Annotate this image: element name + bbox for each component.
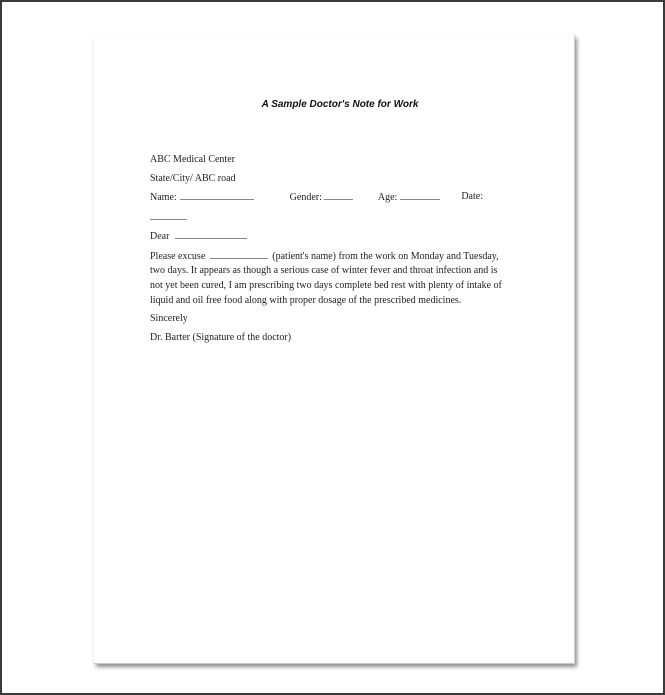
document-page [94, 35, 575, 664]
gender-field [290, 190, 378, 206]
document-title: A Sample Doctor's Note for Work [261, 99, 419, 110]
age-label: Age: [377, 192, 398, 203]
date-blank [150, 210, 187, 220]
patient-name-blank [210, 249, 268, 259]
note-paragraph [150, 249, 512, 309]
para-line2: two days. It appears as though a serious case of winter fever and throat infection and is [150, 265, 498, 277]
date-label: Date: [461, 191, 483, 202]
name-field [150, 190, 290, 206]
salutation-row [150, 229, 512, 245]
clinic-name: ABC Medical Center [150, 154, 235, 165]
name-blank [180, 190, 254, 200]
para-intro: Please excuse [150, 250, 206, 262]
clinic-address: State/City/ ABC road [150, 172, 236, 184]
gender-label: Gender: [289, 192, 322, 203]
para-line1-rest: (patient's name) from the work on Monday and Tuesday, [272, 250, 499, 262]
date-blank-row [150, 210, 512, 226]
signature: Dr. Barter (Signature of the doctor) [150, 331, 292, 343]
name-label: Name: [150, 192, 177, 203]
closing: Sincerely [150, 313, 188, 325]
salutation: Dear [150, 231, 170, 242]
age-blank [400, 190, 440, 200]
para-line4: liquid and oil free food along with proper dosage of the prescribed medicines. [150, 294, 462, 306]
document-body [150, 153, 512, 349]
patient-fields-row [150, 190, 512, 206]
gender-blank [324, 190, 353, 200]
age-field [378, 190, 461, 206]
date-field [461, 190, 483, 206]
para-line3: not yet been cured, I am prescribing two days complete bed rest with plenty of intake of [150, 279, 502, 291]
recipient-blank [175, 229, 247, 239]
